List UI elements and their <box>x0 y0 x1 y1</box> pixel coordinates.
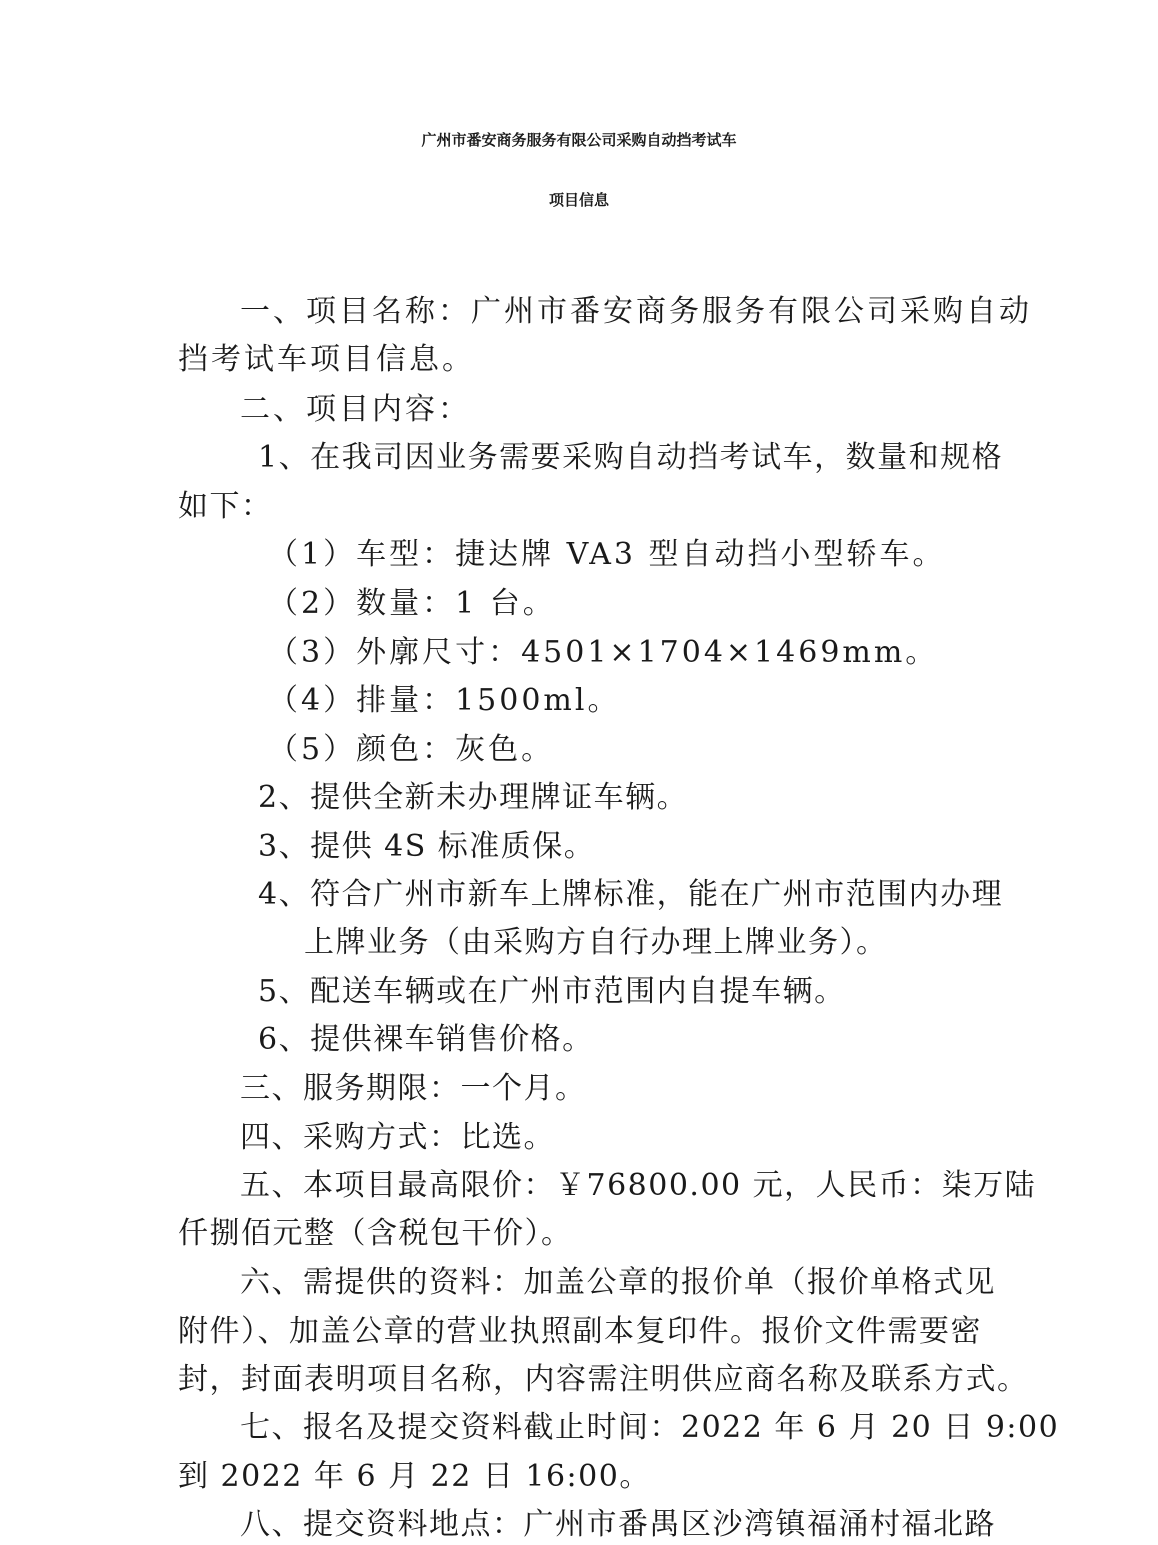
spec-displacement: （4）排量：1500ml。 <box>268 683 621 718</box>
section-1-project-name: 一、项目名称：广州市番安商务服务有限公司采购自动 <box>240 294 1032 329</box>
item-3: 3、提供 4S 标准质保。 <box>258 829 596 864</box>
document-subtitle: 项目信息 <box>548 191 609 209</box>
item-5: 5、配送车辆或在广州市范围内自提车辆。 <box>258 974 846 1009</box>
section-2-heading: 二、项目内容： <box>240 392 471 427</box>
item-4: 4、符合广州市新车上牌标准，能在广州市范围内办理 <box>258 877 1004 912</box>
section-6-continued-1: 附件）、加盖公章的营业执照副本复印件。报价文件需要密 <box>178 1314 982 1349</box>
section-7-deadline: 七、报名及提交资料截止时间：2022 年 6 月 20 日 9:00 <box>240 1410 1060 1445</box>
section-7-continued: 到 2022 年 6 月 22 日 16:00。 <box>178 1459 651 1494</box>
section-5-continued: 仟捌佰元整（含税包干价）。 <box>178 1216 573 1251</box>
spec-dimensions: （3）外廓尺寸：4501×1704×1469mm。 <box>268 635 939 670</box>
document-title: 广州市番安商务服务有限公司采购自动挡考试车 <box>421 131 737 149</box>
section-5-price-cap: 五、本项目最高限价：￥76800.00 元，人民币：柒万陆 <box>240 1168 1037 1203</box>
spec-quantity: （2）数量：1 台。 <box>268 586 556 621</box>
section-1-continued: 挡考试车项目信息。 <box>178 342 475 377</box>
spec-vehicle-type: （1）车型：捷达牌 VA3 型自动挡小型轿车。 <box>268 537 946 572</box>
item-2: 2、提供全新未办理牌证车辆。 <box>258 780 689 815</box>
item-1-continued: 如下： <box>178 489 273 524</box>
spec-color: （5）颜色：灰色。 <box>268 732 555 767</box>
item-6: 6、提供裸车销售价格。 <box>258 1022 594 1057</box>
section-4-procurement-method: 四、采购方式：比选。 <box>240 1120 555 1155</box>
item-1: 1、在我司因业务需要采购自动挡考试车，数量和规格 <box>258 440 1004 475</box>
item-4-continued: 上牌业务（由采购方自行办理上牌业务）。 <box>304 925 888 960</box>
section-3-service-period: 三、服务期限：一个月。 <box>240 1071 587 1106</box>
section-8-submission-location: 八、提交资料地点：广州市番禺区沙湾镇福涌村福北路 <box>240 1507 996 1542</box>
section-6-required-materials: 六、需提供的资料：加盖公章的报价单（报价单格式见 <box>240 1265 996 1300</box>
section-6-continued-2: 封，封面表明项目名称，内容需注明供应商名称及联系方式。 <box>178 1362 1029 1397</box>
